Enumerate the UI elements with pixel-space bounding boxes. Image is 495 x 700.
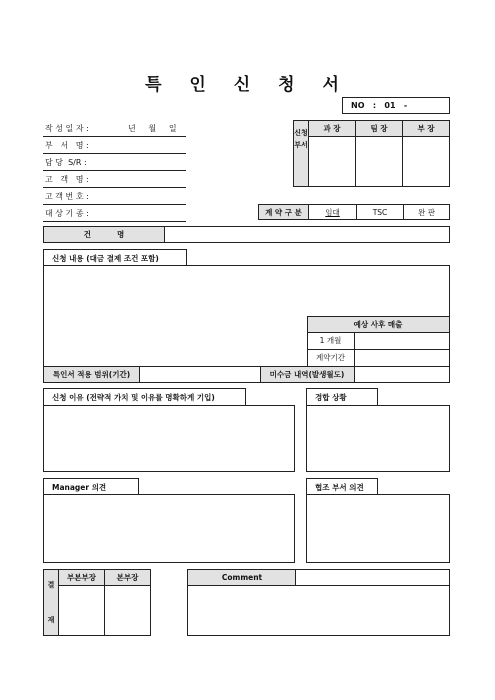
scope-field[interactable] [140, 367, 260, 382]
coop-opinion-tab: 협조 부서 의견 [306, 478, 378, 495]
approval-col-deputy-head: 부본부장 [67, 573, 96, 582]
approval-col-section-chief: 과 장 [323, 124, 341, 133]
expected-sales-1month-label: 1 개월 [319, 336, 342, 345]
document-number-box[interactable]: NO : 01 - [342, 97, 450, 114]
approval-sign-dept-head[interactable] [403, 137, 449, 186]
document-title: 특 인 신 청 서 [145, 75, 350, 95]
manager-underline[interactable] [43, 170, 186, 171]
comment-box [187, 569, 450, 636]
unpaid-label: 미수금 내역(발생월도) [269, 370, 345, 379]
expected-sales-contract-period-field[interactable] [355, 350, 449, 366]
contract-type-row [258, 204, 450, 220]
coop-opinion-field[interactable] [306, 494, 450, 563]
customer-no-label: 고 객 번 호 : [45, 192, 89, 201]
comment-field[interactable] [188, 586, 449, 635]
approval-sign-division-head[interactable] [105, 586, 150, 635]
case-name-label: 건 명 [83, 230, 125, 239]
approval-col-dept-head: 부 장 [417, 124, 435, 133]
expected-sales-label: 예상 사후 매출 [353, 319, 403, 329]
date-units: 년 월 일 [128, 124, 177, 133]
request-content-tab: 신청 내용 (대금 결제 조건 포함) [43, 249, 187, 266]
request-content-area[interactable] [43, 265, 450, 383]
approval-col-division-head: 본부장 [116, 573, 139, 582]
date-label: 작 성 일 자 : [45, 124, 89, 133]
case-name-row [43, 226, 450, 243]
expected-sales-1month-field[interactable] [355, 333, 449, 349]
manager-opinion-tab: Manager 의견 [43, 478, 139, 495]
reason-field[interactable] [43, 405, 295, 472]
comment-label: Comment [221, 573, 263, 582]
unpaid-field[interactable] [355, 367, 449, 382]
approval-sign-team-leader[interactable] [356, 137, 402, 186]
approval-table-bottom [43, 569, 151, 636]
reason-tab: 신청 이유 (전략적 가치 및 이유를 명확하게 기입) [43, 388, 246, 406]
case-name-field[interactable] [165, 227, 449, 242]
approval-side-label-2: 재 [47, 616, 55, 624]
scope-label: 특인서 적용 범위(기간) [52, 370, 131, 379]
contract-type-label: 계 약 구 분 [265, 207, 302, 217]
customer-no-underline[interactable] [43, 204, 186, 205]
approval-side-label: 신청부서 [294, 129, 308, 149]
target-model-underline[interactable] [43, 221, 186, 222]
approval-sign-section-chief[interactable] [309, 137, 355, 186]
contract-option-tsc[interactable]: TSC [372, 207, 388, 217]
approval-table-top [293, 120, 450, 187]
dept-label: 부 서 명 : [45, 141, 89, 150]
customer-label: 고 객 명 : [45, 175, 89, 184]
approval-side-label-1: 결 [47, 581, 55, 589]
competition-field[interactable] [306, 405, 450, 472]
approval-col-team-leader: 팀 장 [370, 124, 388, 133]
expected-sales-contract-period-label: 계약기간 [316, 353, 345, 362]
dept-underline[interactable] [43, 153, 186, 154]
target-model-label: 대 상 기 종 : [45, 209, 89, 218]
manager-label: 담 당 S/R : [45, 158, 87, 167]
customer-underline[interactable] [43, 187, 186, 188]
expected-sales-table [307, 316, 449, 366]
manager-opinion-field[interactable] [43, 494, 295, 563]
date-underline[interactable] [43, 136, 186, 137]
competition-tab: 경합 상황 [306, 388, 378, 406]
contract-option-sale[interactable]: 완 판 [418, 207, 435, 217]
contract-option-lease[interactable]: 임대 [325, 207, 340, 217]
approval-sign-deputy-head[interactable] [59, 586, 104, 635]
